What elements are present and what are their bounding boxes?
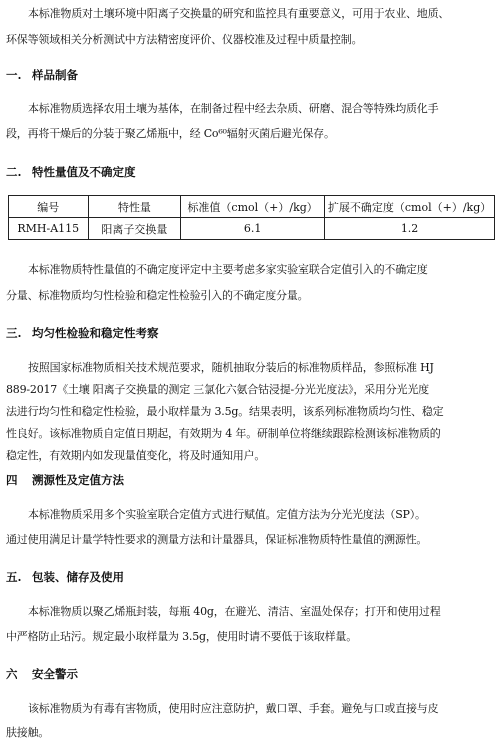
paragraph-line: 稳定性，有效期内如发现量值变化，将及时通知用户。	[6, 449, 266, 462]
table-cell: RMH-A115	[9, 218, 89, 240]
paragraph-line: 通过使用满足计量学特性要求的测量方法和计量器具，保证标准物质特性量值的溯源性。	[6, 533, 428, 546]
column-header: 扩展不确定度（cmol（+）/kg）	[325, 196, 495, 218]
column-header: 特性量	[88, 196, 181, 218]
table-cell: 阳离子交换量	[88, 218, 181, 240]
section-heading-6	[6, 664, 494, 684]
section-number: 四	[6, 473, 18, 487]
column-header: 编号	[9, 196, 89, 218]
intro-line-2: 环保等领域相关分析测试中方法精密度评价、仪器校准及过程中质量控制。	[6, 33, 363, 46]
table-cell: 6.1	[181, 218, 325, 240]
paragraph-line: 按照国家标准物质相关技术规范要求，随机抽取分装后的标准物质样品，参照标准 HJ	[28, 361, 434, 374]
paragraph-line: 分量、标准物质均匀性检验和稳定性检验引入的不确定度分量。	[6, 289, 309, 302]
table-cell: 1.2	[325, 218, 495, 240]
section-title: 溯源性及定值方法	[32, 473, 124, 487]
section-number: 一.	[6, 68, 22, 82]
section-number: 三.	[6, 326, 22, 340]
section-number: 六	[6, 667, 18, 681]
column-header: 标准值（cmol（+）/kg）	[181, 196, 325, 218]
section-heading-2	[6, 162, 494, 182]
paragraph-line: 段，再将干燥后的分装于聚乙烯瓶中，经 Co⁶⁰辐射灭菌后避光保存。	[6, 127, 335, 140]
section-heading-1	[6, 65, 494, 85]
paragraph-line: 本标准物质以聚乙烯瓶封装，每瓶 40g，在避光、清洁、室温处保存；打开和使用过程	[28, 605, 441, 618]
section-heading-4	[6, 470, 494, 490]
intro-line-1: 本标准物质对土壤环境中阳离子交换量的研究和监控具有重要意义，可用于农业、地质、	[28, 7, 450, 20]
section-title: 样品制备	[32, 68, 78, 82]
table-row	[9, 218, 495, 240]
section-heading-5	[6, 567, 494, 587]
section-title: 特性量值及不确定度	[32, 165, 136, 179]
section-number: 二.	[6, 165, 22, 179]
paragraph-line: 本标准物质特性量值的不确定度评定中主要考虑多家实验室联合定值引入的不确定度	[28, 263, 428, 276]
property-value-table	[8, 195, 495, 240]
paragraph-line: 肤接触。	[6, 726, 50, 739]
paragraph-line: 本标准物质采用多个实验室联合定值方式进行赋值。定值方法为分光光度法（SP）。	[28, 508, 426, 521]
paragraph-line: 性良好。该标准物质自定值日期起，有效期为 4 年。研制单位将继续跟踪检测该标准物质的	[6, 427, 441, 440]
section-heading-3	[6, 323, 494, 343]
paragraph-line: 本标准物质选择农用土壤为基体，在制备过程中经去杂质、研磨、混合等特殊均质化手	[28, 102, 439, 115]
paragraph-line: 889-2017《土壤 阳离子交换量的测定 三氯化六氨合钴浸提-分光光度法》，采用分光光度	[6, 383, 429, 396]
section-number: 五.	[6, 570, 22, 584]
paragraph-line: 法进行均匀性和稳定性检验，最小取样量为 3.5g。结果表明，该系列标准物质均匀性、稳定	[6, 405, 444, 418]
paragraph-line: 中严格防止玷污。规定最小取样量为 3.5g，使用时请不要低于该取样量。	[6, 630, 358, 643]
table-header-row	[9, 196, 495, 218]
section-title: 包装、储存及使用	[32, 570, 124, 584]
section-title: 均匀性检验和稳定性考察	[32, 326, 159, 340]
paragraph-line: 该标准物质为有毒有害物质，使用时应注意防护，戴口罩、手套。避免与口或直接与皮	[28, 702, 439, 715]
section-title: 安全警示	[32, 667, 78, 681]
